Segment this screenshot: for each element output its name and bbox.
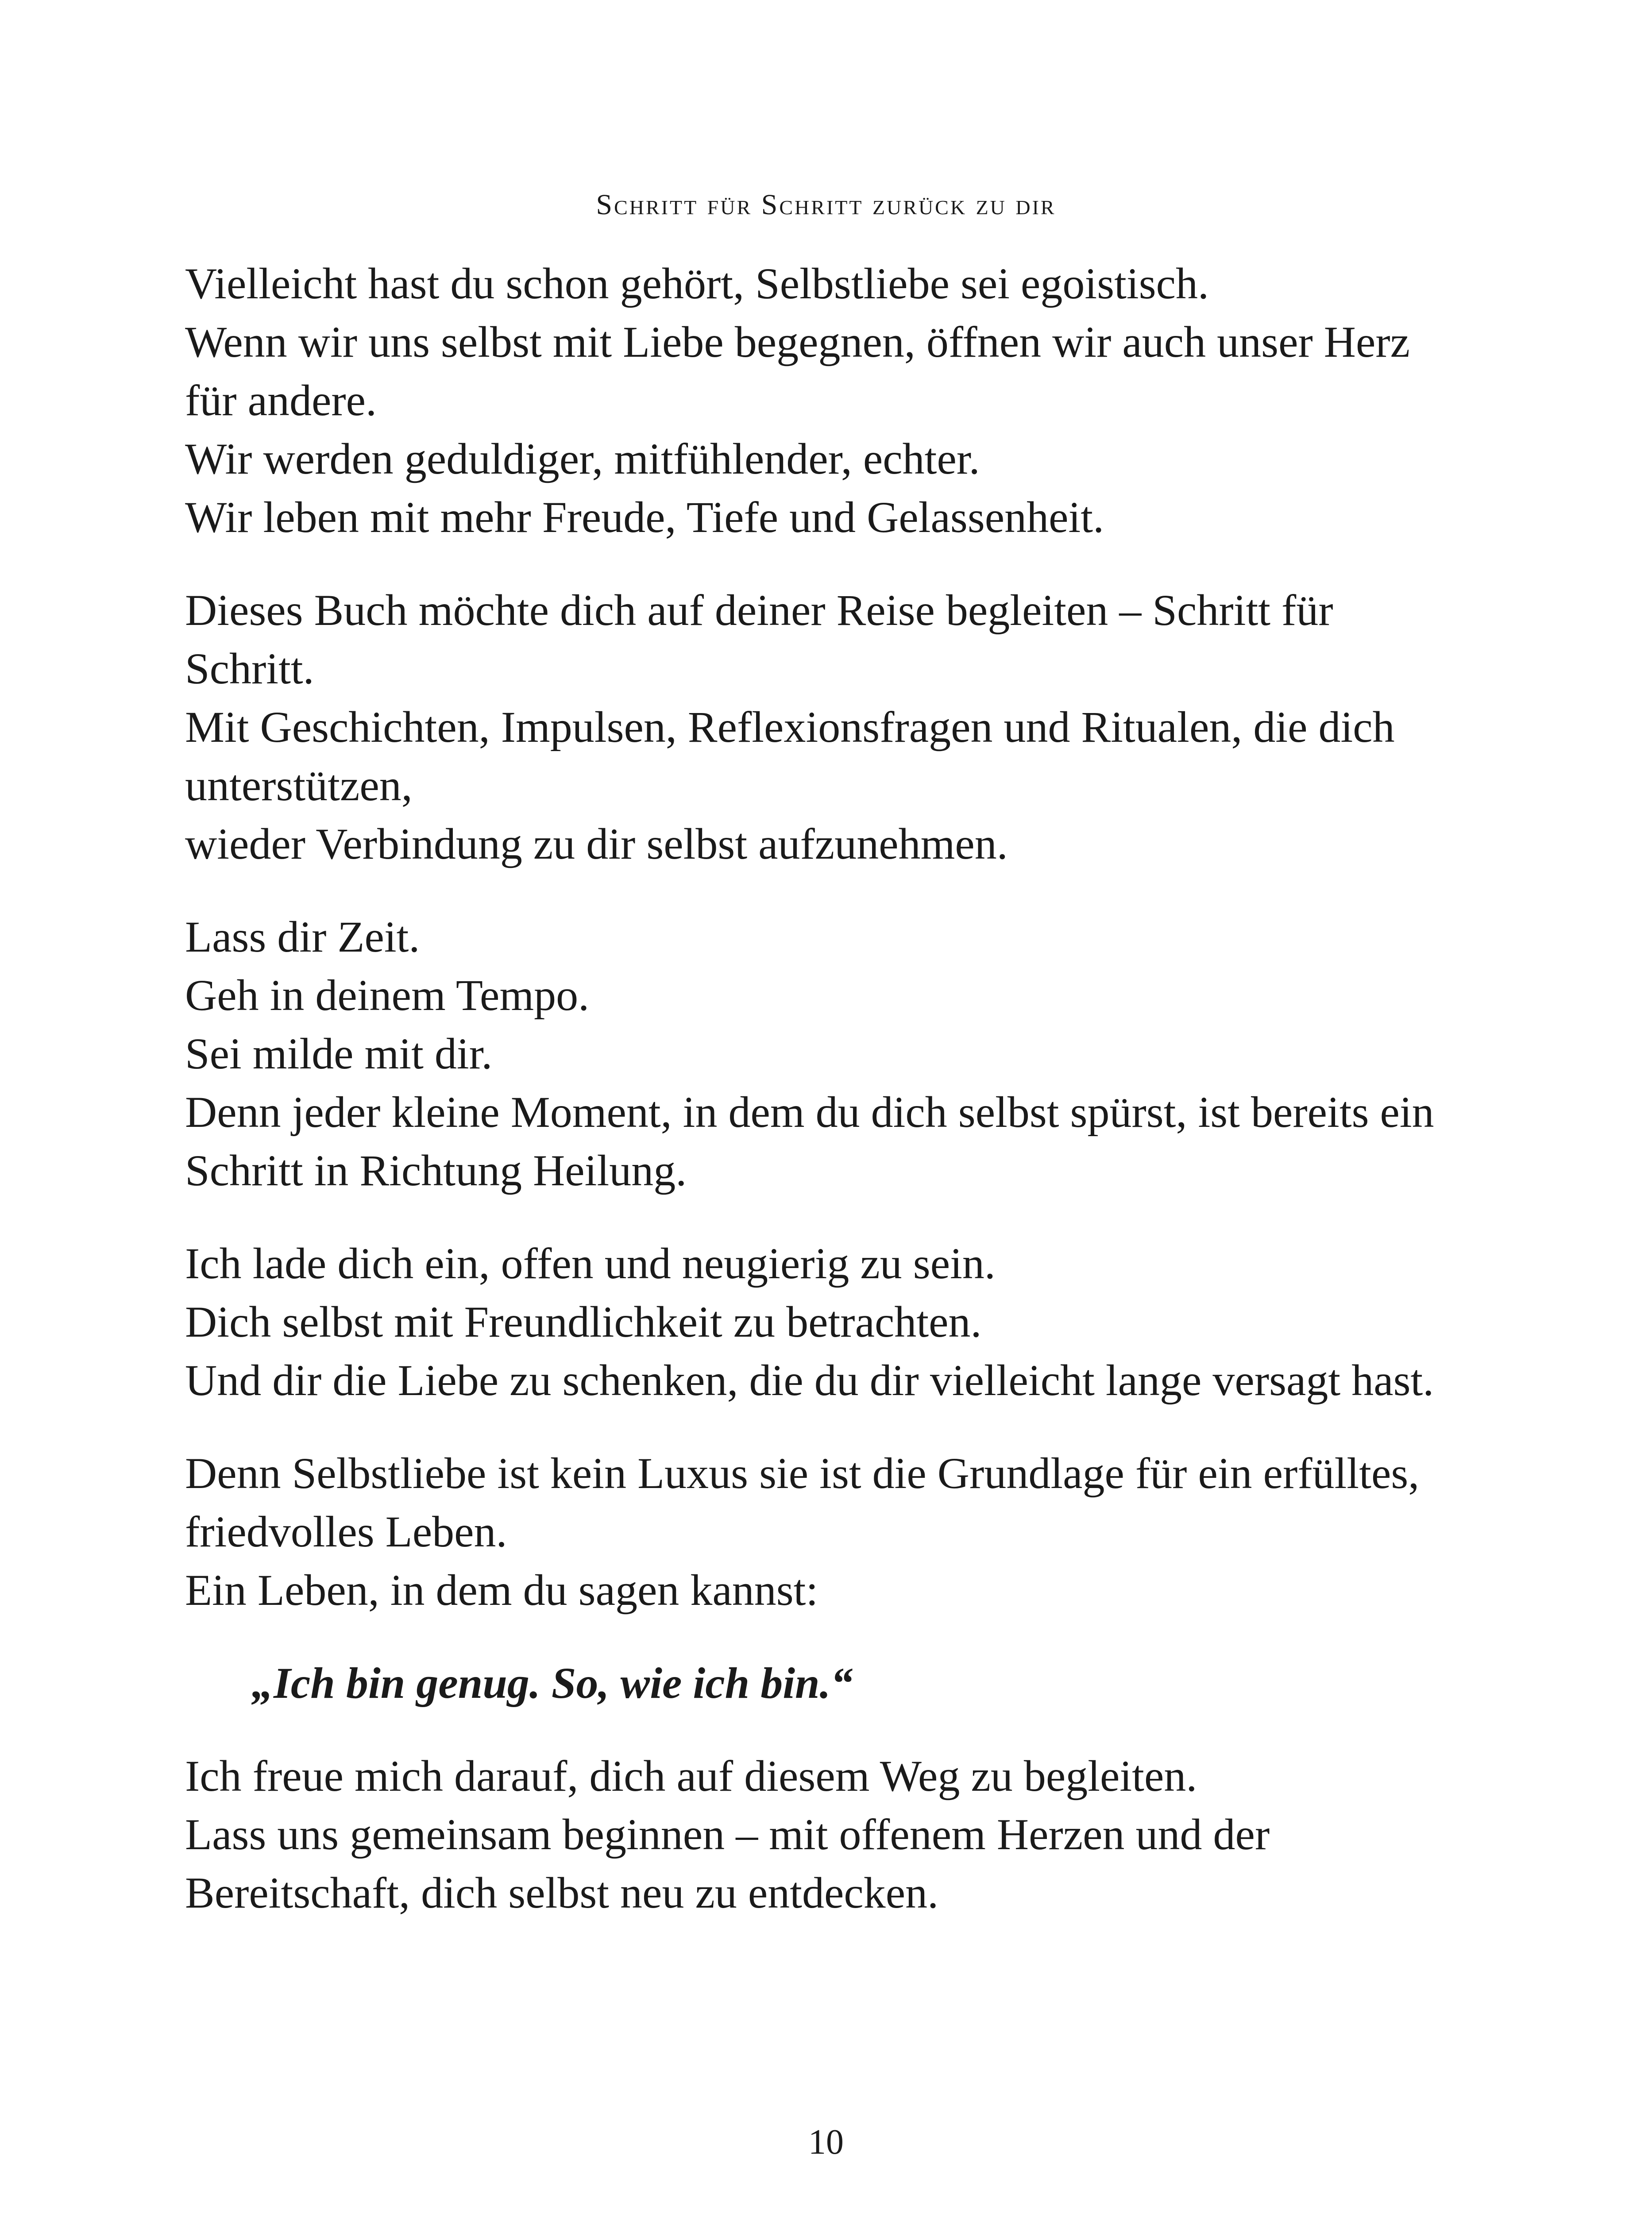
text-line: Ich freue mich darauf, dich auf diesem Weg zu begleiten.: [185, 1751, 1197, 1800]
text-line: Ein Leben, in dem du sagen kannst:: [185, 1565, 818, 1615]
paragraph-4: [185, 1234, 1513, 1410]
paragraph-5: [185, 1444, 1513, 1619]
text-line: Wir werden geduldiger, mitfühlender, echter.: [185, 434, 980, 483]
paragraph-1: [185, 254, 1513, 547]
page-number: 10: [808, 2123, 844, 2162]
text-line: Sei milde mit dir.: [185, 1029, 493, 1078]
text-line: friedvolles Leben.: [185, 1507, 507, 1556]
text-line: Denn jeder kleine Moment, in dem du dich selbst spürst, ist bereits ein: [185, 1087, 1434, 1137]
text-line: Bereitschaft, dich selbst neu zu entdecken.: [185, 1868, 939, 1917]
text-line: Vielleicht hast du schon gehört, Selbstliebe sei egoistisch.: [185, 259, 1209, 308]
text-line: Denn Selbstliebe ist kein Luxus sie ist die Grundlage für ein erfülltes,: [185, 1449, 1420, 1498]
text-line: Mit Geschichten, Impulsen, Reflexionsfragen und Ritualen, die dich: [185, 702, 1395, 752]
text-line: Geh in deinem Tempo.: [185, 971, 590, 1020]
paragraph-3: [185, 908, 1513, 1200]
text-line: Wir leben mit mehr Freude, Tiefe und Gelassenheit.: [185, 493, 1104, 542]
text-line: Dich selbst mit Freundlichkeit zu betrachten.: [185, 1297, 982, 1346]
text-line: Ich lade dich ein, offen und neugierig zu sein.: [185, 1239, 996, 1288]
affirmation-quote: „Ich bin genug. So, wie ich bin.“: [251, 1658, 853, 1708]
closing-paragraph: [185, 1747, 1513, 1922]
text-line: Schritt in Richtung Heilung.: [185, 1146, 687, 1195]
text-line: Und dir die Liebe zu schenken, die du dir vielleicht lange versagt hast.: [185, 1356, 1434, 1405]
text-line: Lass dir Zeit.: [185, 912, 420, 961]
text-line: Schritt.: [185, 644, 314, 693]
text-line: wieder Verbindung zu dir selbst aufzunehmen.: [185, 819, 1008, 868]
text-line: für andere.: [185, 376, 377, 425]
paragraph-2: [185, 581, 1513, 873]
text-line: Dieses Buch möchte dich auf deiner Reise begleiten – Schritt für: [185, 586, 1333, 635]
text-line: Wenn wir uns selbst mit Liebe begegnen, öffnen wir auch unser Herz: [185, 317, 1410, 366]
body-text: [185, 254, 1513, 1957]
text-line: Lass uns gemeinsam beginnen – mit offenem Herzen und der: [185, 1810, 1270, 1859]
text-line: unterstützen,: [185, 761, 413, 810]
running-header: Schritt für Schritt zurück zu dir: [596, 189, 1056, 221]
